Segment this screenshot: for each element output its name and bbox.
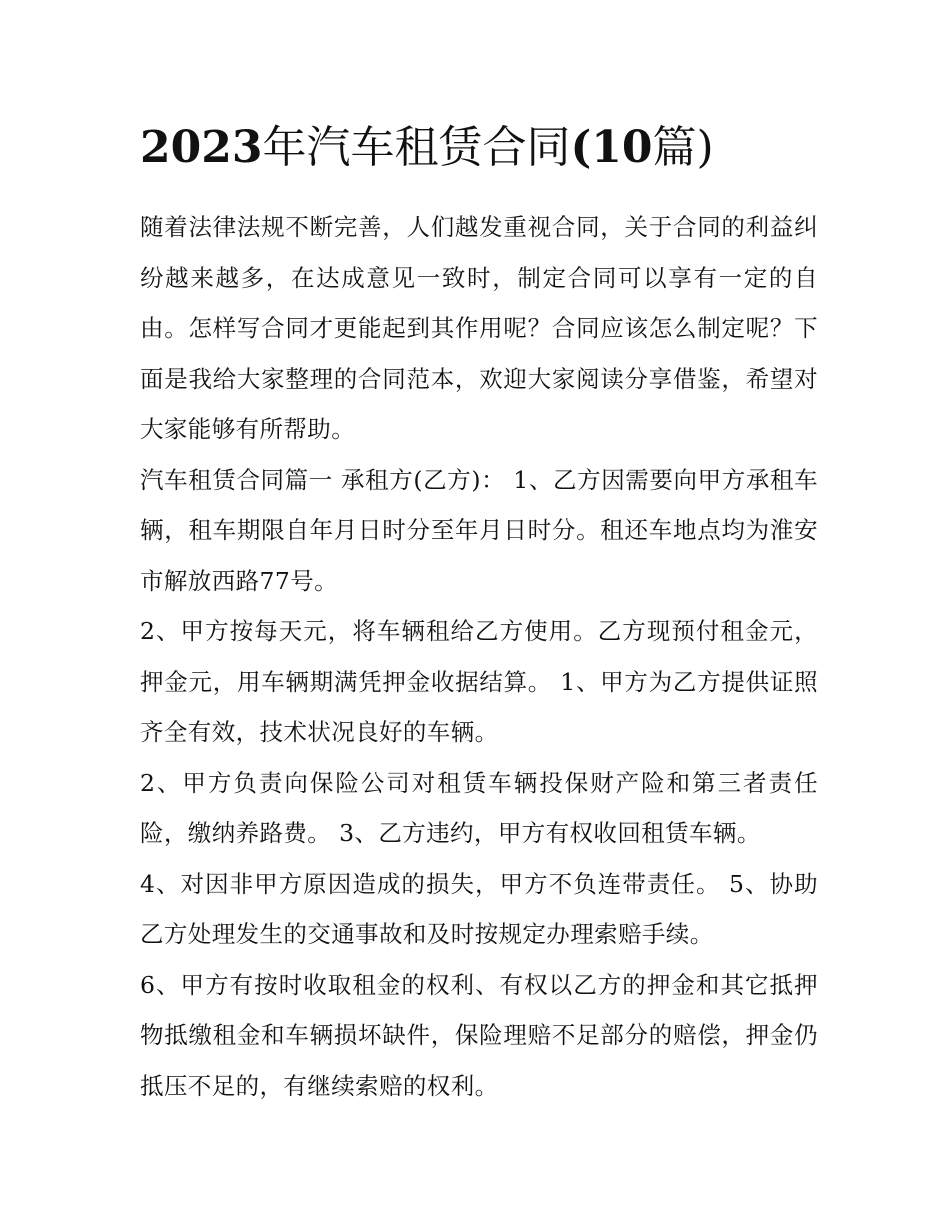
document-page (140, 116, 818, 1111)
clause-paragraph: 2、甲方负责向保险公司对租赁车辆投保财产险和第三者责任险，缴纳养路费。 3、乙方违约，甲方有权收回租赁车辆。 (140, 768, 818, 847)
clause-paragraph: 4、对因非甲方原因造成的损失，甲方不负连带责任。 5、协助乙方处理发生的交通事故和及时按规定办理索赔手续。 (140, 869, 818, 948)
clause-paragraph: 汽车租赁合同篇一 承租方(乙方)： 1、乙方因需要向甲方承租车辆，租车期限自年月日时分至年月日时分。租还车地点均为淮安市解放西路77号。 (140, 465, 818, 595)
title-year: 2023 (140, 122, 263, 173)
title-main: 年汽车租赁合同 (262, 122, 571, 173)
intro-paragraph: 随着法律法规不断完善，人们越发重视合同，关于合同的利益纠纷越来越多，在达成意见一致时，制定合同可以享有一定的自由。怎样写合同才更能起到其作用呢？合同应该怎么制定呢？下面是我给大家整理的合同范本，欢迎大家阅读分享借鉴，希望对大家能够有所帮助。 (140, 213, 818, 443)
clause-paragraph: 6、甲方有按时收取租金的权利、有权以乙方的押金和其它抵押物抵缴租金和车辆损坏缺件，保险理赔不足部分的赔偿，押金仍抵压不足的，有继续索赔的权利。 (140, 970, 818, 1100)
title-count: (10 (570, 122, 653, 173)
clause-paragraph: 2、甲方按每天元，将车辆租给乙方使用。乙方现预付租金元，押金元，用车辆期满凭押金收据结算。 1、甲方为乙方提供证照齐全有效，技术状况良好的车辆。 (140, 617, 818, 746)
title-end: 篇) (652, 122, 714, 173)
document-title (140, 116, 818, 180)
